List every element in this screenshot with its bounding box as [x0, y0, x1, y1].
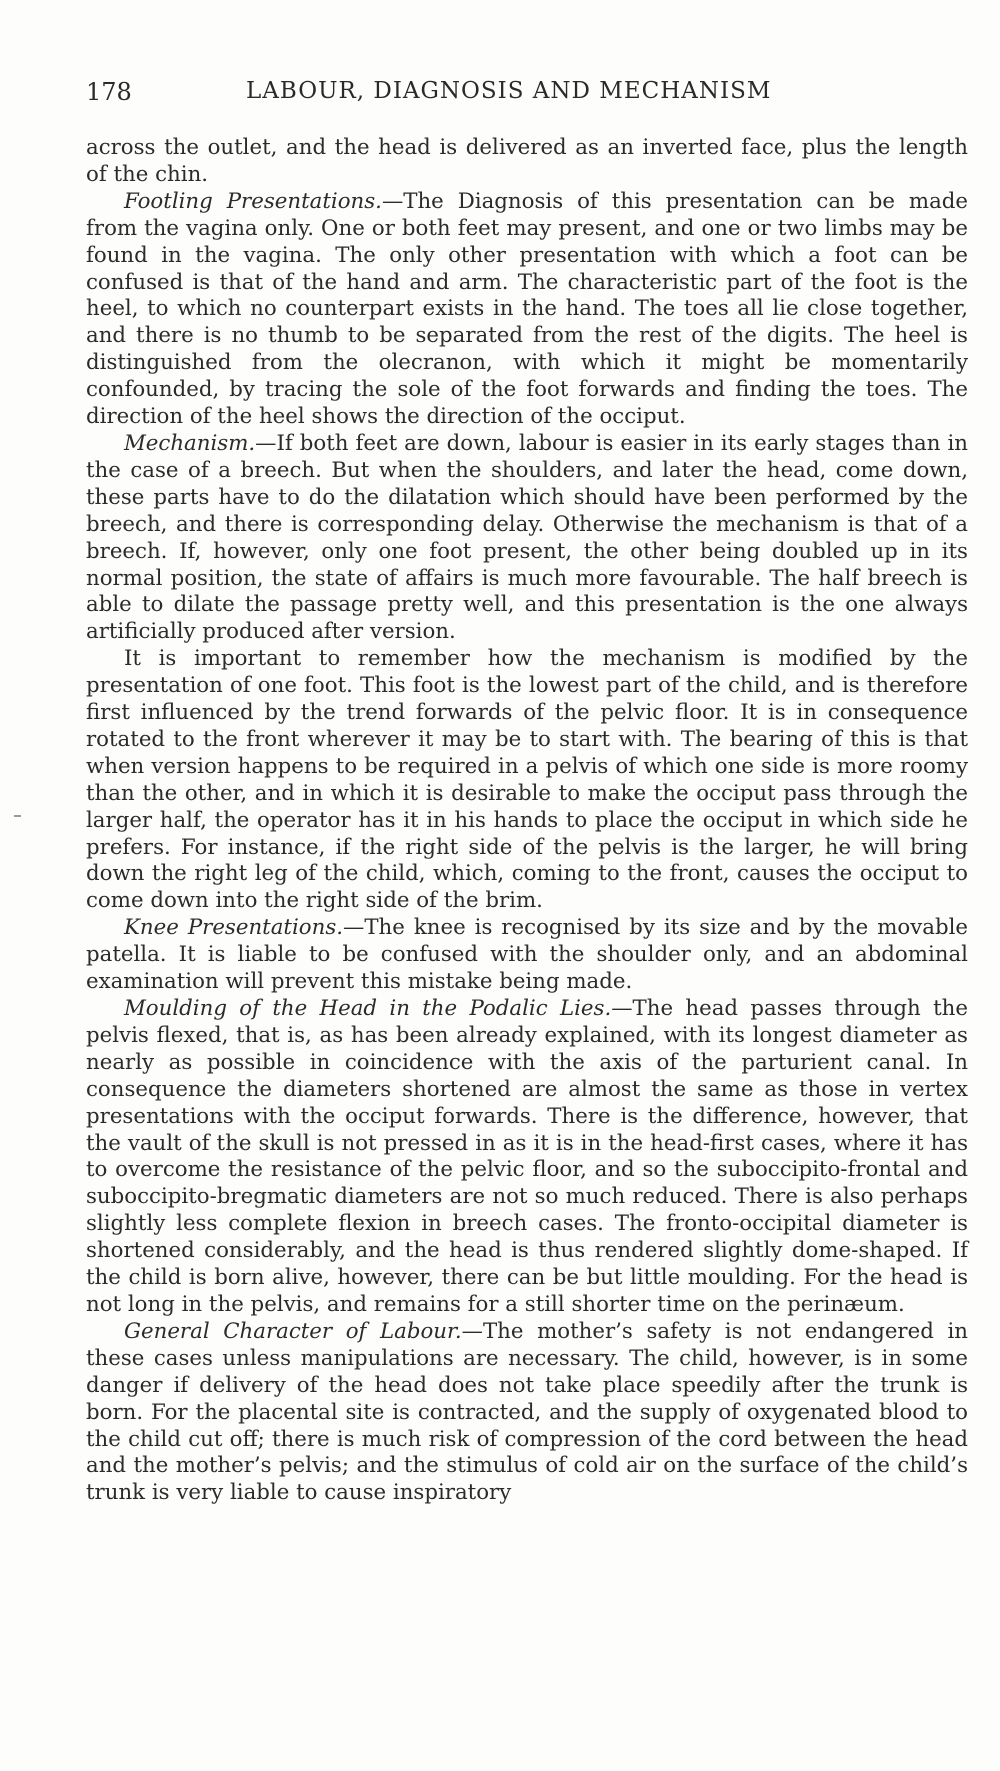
paragraph-text: across the outlet, and the head is delivered as an inverted face, plus the length of the chin.	[86, 135, 968, 187]
page-header	[86, 78, 966, 112]
body-text	[86, 135, 968, 1507]
paragraph-heading: Footling Presentations.	[124, 188, 382, 214]
paragraph-heading: Knee Presentations.	[124, 915, 344, 941]
page-number: 178	[86, 78, 132, 106]
paragraph-text: —The mother’s safety is not endangered in these cases unless manipulations are necessary. The child, however, is in some danger if delivery of the head does not take place speedily after the trunk is born. For the placental site is contracted, and the supply of oxygenated blood to the child cut off; there is much risk of compression of the cord between the head and the mother’s pelvis; and the stimulus of cold air on the surface of the child’s trunk is very liable to cause inspiratory	[86, 1318, 968, 1506]
paragraph-text: It is important to remember how the mechanism is modified by the presentation of one foot. This foot is the lowest part of the child, and is therefore first influenced by the trend forwards of the pelvic floor. It is in consequence rotated to the front wherever it may be to start with. The bearing of this is that when version happens to be required in a pelvis of which one side is more roomy than the other, and in which it is desirable to make the occiput pass through the larger half, the operator has it in his hands to place the occiput in which side he prefers. For instance, if the right side of the pelvis is the larger, he will bring down the right leg of the child, which, coming to the front, causes the occiput to come down into the right side of the brim.	[86, 646, 968, 914]
paragraph-heading: General Character of Labour.	[124, 1318, 462, 1344]
paragraph-moulding	[86, 996, 968, 1319]
paragraph-heading: Mechanism.	[124, 430, 256, 456]
running-title: LABOUR, DIAGNOSIS AND MECHANISM	[246, 78, 772, 104]
margin-mark	[14, 815, 21, 817]
paragraph-general-character	[86, 1319, 968, 1507]
paragraph-knee-presentations	[86, 915, 968, 996]
paragraph-continuation	[86, 135, 968, 189]
paragraph-text: —The Diagnosis of this presentation can be made from the vagina only. One or both feet may present, and one or two limbs may be found in the vagina. The only other presentation with which a foot can be confused is that of the hand and arm. The characteristic part of the foot is the heel, to which no counterpart exists in the hand. The toes all lie close together, and there is no thumb to be separated from the rest of the digits. The heel is distinguished from the olecranon, with which it might be momentarily confounded, by tracing the sole of the foot forwards and finding the toes. The direction of the heel shows the direction of the occiput.	[86, 188, 969, 430]
paragraph-footling-presentations	[86, 189, 968, 431]
paragraph-one-foot	[86, 646, 968, 915]
paragraph-text: —The knee is recognised by its size and by the movable patella. It is liable to be confused with the shoulder only, and an abdominal examination will prevent this mistake being made.	[86, 915, 969, 995]
paragraph-text: —The head passes through the pelvis flexed, that is, as has been already explained, with its longest diameter as nearly as possible in coincidence with the axis of the parturient canal. In consequence the diameters shortened are almost the same as those in vertex presentations with the occiput forwards. There is the difference, however, that the vault of the skull is not pressed in as it is in the head-first cases, where it has to overcome the resistance of the pelvic floor, and so the suboccipito-frontal and suboccipito-bregmatic diameters are not so much reduced. There is also perhaps slightly less complete flexion in breech cases. The fronto-occipital diameter is shortened considerably, and the head is thus rendered slightly dome-shaped. If the child is born alive, however, there can be but little moulding. For the head is not long in the pelvis, and remains for a still shorter time on the perinæum.	[86, 996, 968, 1317]
paragraph-text: —If both feet are down, labour is easier in its early stages than in the case of a breech. But when the shoulders, and later the head, come down, these parts have to do the dilatation which should have been performed by the breech, and there is corresponding delay. Otherwise the mechanism is that of a breech. If, however, only one foot present, the other being doubled up in its normal position, the state of affairs is much more favourable. The half breech is able to dilate the passage pretty well, and this presentation is the one always artificially produced after version.	[86, 430, 968, 645]
paragraph-heading: Moulding of the Head in the Podalic Lies.	[124, 996, 612, 1021]
paragraph-mechanism	[86, 431, 968, 646]
